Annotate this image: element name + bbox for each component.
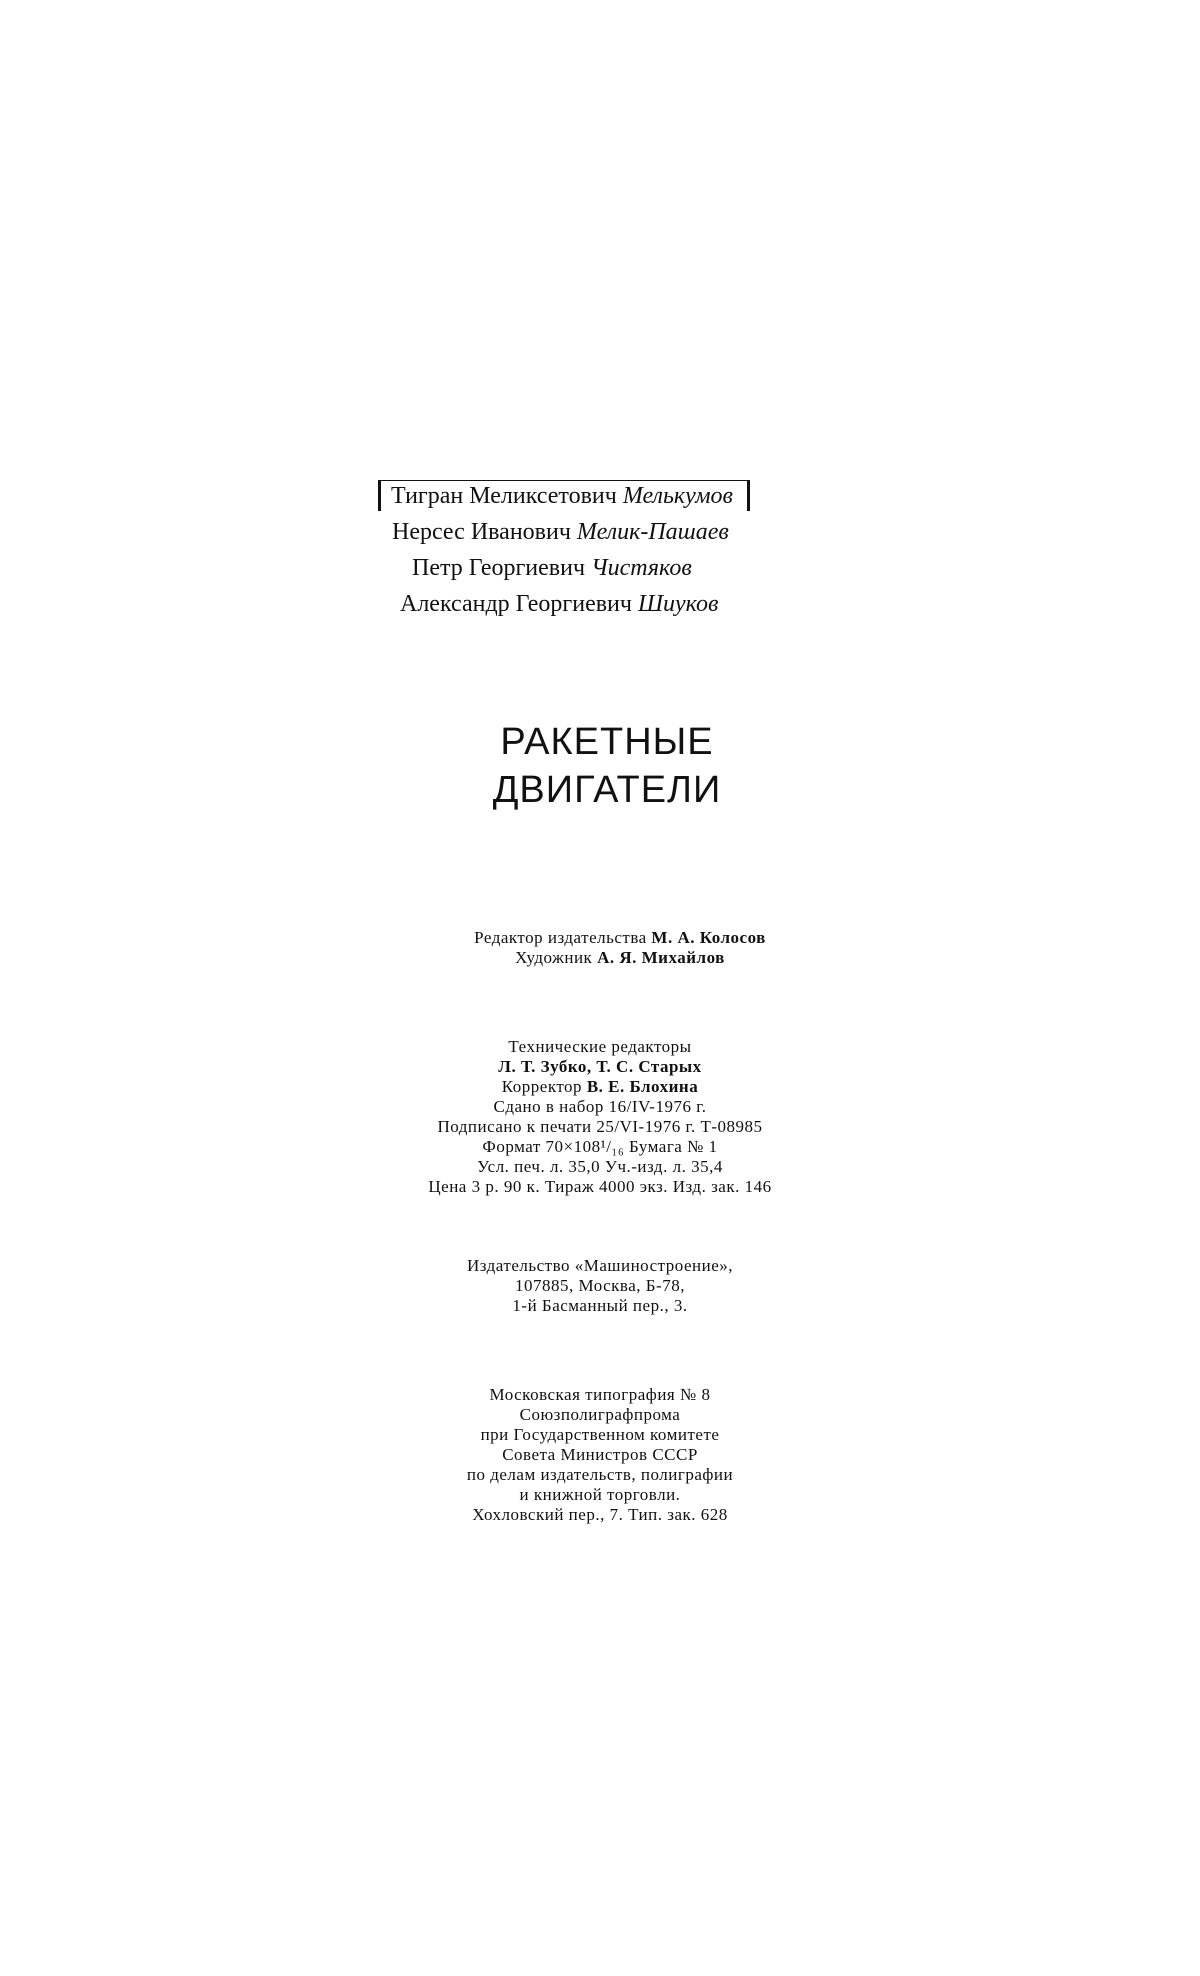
author-entry: [370, 550, 790, 586]
signed-date: Подписано к печати 25/VI-1976 г. Т-08985: [437, 1117, 763, 1136]
submitted-date: Сдано в набор 16/IV-1976 г.: [493, 1097, 707, 1116]
publisher-block: [0, 1256, 1200, 1316]
author-surname: Чистяков: [591, 555, 692, 581]
artist-line: [0, 948, 1200, 968]
sheets-info: Усл. печ. л. 35,0 Уч.-изд. л. 35,4: [477, 1157, 723, 1176]
price-info: Цена 3 р. 90 к. Тираж 4000 экз. Изд. зак. 146: [428, 1177, 772, 1196]
book-title: [0, 718, 1200, 814]
printing-line: и книжной торговли.: [519, 1485, 681, 1504]
editor-label: Редактор издательства: [474, 928, 647, 947]
editor-name: М. А. Колосов: [651, 928, 766, 947]
author-entry: [370, 586, 790, 622]
technical-details-block: [0, 1037, 1200, 1197]
printing-line: Хохловский пер., 7. Тип. зак. 628: [472, 1505, 728, 1524]
printing-line: Совета Министров СССР: [502, 1445, 698, 1464]
editors-block: [0, 928, 1200, 968]
authors-list: [370, 478, 790, 622]
publisher-name: Издательство «Машиностроение»,: [466, 1256, 734, 1275]
author-memorial-frame: [378, 480, 750, 511]
author-surname: Мелькумов: [622, 483, 733, 509]
publisher-address: 107885, Москва, Б-78,: [515, 1276, 685, 1295]
tech-editors-names: Л. Т. Зубко, Т. С. Старых: [498, 1057, 702, 1076]
author-entry: [370, 478, 790, 514]
printing-line: при Государственном комитете: [480, 1425, 720, 1444]
book-title-line: ДВИГАТЕЛИ: [492, 769, 722, 811]
printing-house-block: [0, 1385, 1200, 1525]
author-given-names: Тигран Меликсетович: [391, 483, 617, 509]
format-info: Формат 70×108¹/₁₆ Бумага № 1: [482, 1137, 718, 1156]
editor-line: [0, 928, 1200, 948]
publisher-address: 1-й Басманный пер., 3.: [512, 1296, 688, 1315]
book-title-line: РАКЕТНЫЕ: [500, 721, 714, 763]
corrector-line: [0, 1077, 1200, 1097]
printing-line: Союзполиграфпрома: [519, 1405, 681, 1424]
corrector-label: Корректор: [501, 1077, 583, 1096]
author-given-names: Петр Георгиевич: [412, 555, 586, 581]
printing-line: по делам издательств, полиграфии: [466, 1465, 734, 1484]
artist-label: Художник: [515, 948, 593, 967]
author-given-names: Александр Георгиевич: [400, 591, 632, 617]
author-surname: Мелик-Пашаев: [576, 519, 729, 545]
corrector-name: В. Е. Блохина: [586, 1077, 699, 1096]
artist-name: А. Я. Михайлов: [597, 948, 725, 967]
author-given-names: Нерсес Иванович: [392, 519, 571, 545]
author-surname: Шиуков: [637, 591, 719, 617]
printing-line: Московская типография № 8: [489, 1385, 711, 1404]
tech-editors-label: Технические редакторы: [508, 1037, 692, 1056]
author-entry: [370, 514, 790, 550]
